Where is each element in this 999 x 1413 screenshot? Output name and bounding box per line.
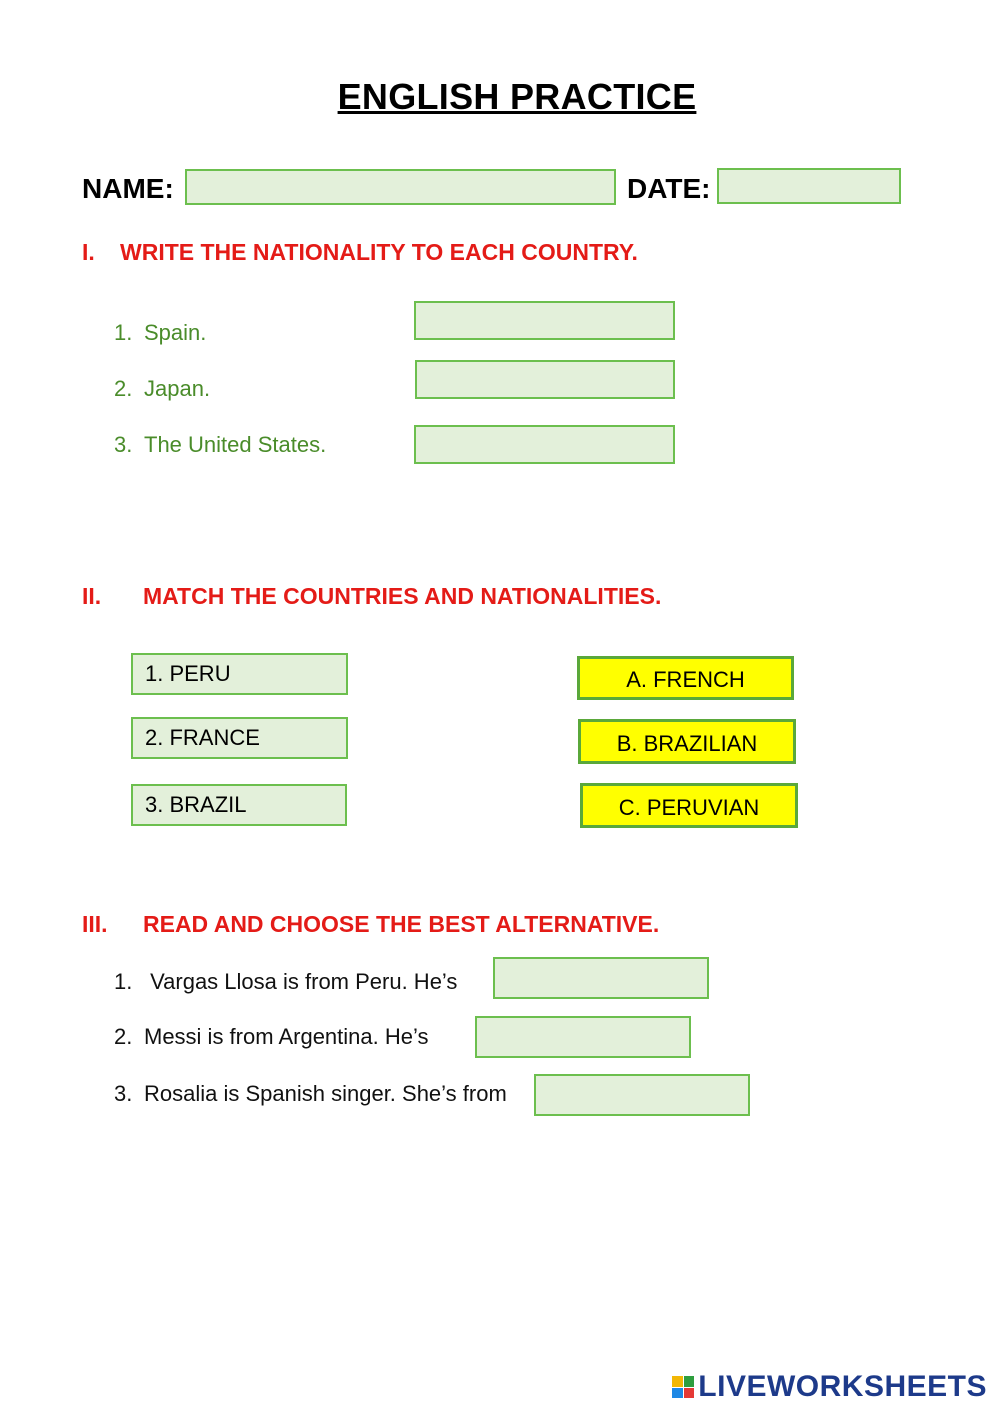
match-country-peru[interactable]: 1. PERU (131, 653, 348, 695)
name-field[interactable] (185, 169, 616, 205)
section-2-number: II. (82, 583, 102, 609)
logo-square-3 (672, 1388, 683, 1399)
match-nationality-french[interactable]: A. FRENCH (577, 656, 794, 700)
section-1-heading (82, 239, 638, 266)
list-item: 2. Messi is from Argentina. He’s (114, 1024, 429, 1049)
match-country-france[interactable]: 2. FRANCE (131, 717, 348, 759)
date-field[interactable] (717, 168, 901, 204)
section-1-number: I. (82, 239, 95, 265)
date-label: DATE: (627, 173, 711, 204)
section-3-number: III. (82, 911, 108, 937)
list-item: 3. The United States. (114, 432, 327, 457)
liveworksheets-logo (672, 1370, 987, 1404)
section-3-title: READ AND CHOOSE THE BEST ALTERNATIVE. (143, 911, 660, 937)
logo-square-1 (672, 1376, 683, 1387)
answer-field-spain[interactable] (414, 301, 675, 340)
section-2-heading (82, 583, 661, 610)
name-label: NAME: (82, 173, 174, 204)
logo-text: LIVEWORKSHEETS (698, 1370, 987, 1403)
section-2-title: MATCH THE COUNTRIES AND NATIONALITIES. (143, 583, 662, 609)
liveworksheets-logo-icon (672, 1376, 694, 1398)
answer-field-vargas-llosa[interactable] (493, 957, 709, 999)
section-3-heading (82, 911, 659, 938)
answer-field-japan[interactable] (415, 360, 675, 399)
page-title: ENGLISH PRACTICE (337, 76, 697, 117)
match-nationality-peruvian[interactable]: C. PERUVIAN (580, 783, 798, 828)
match-country-brazil[interactable]: 3. BRAZIL (131, 784, 347, 826)
logo-square-4 (684, 1388, 695, 1399)
section-1-title: WRITE THE NATIONALITY TO EACH COUNTRY. (120, 239, 638, 265)
list-item: 1. Vargas Llosa is from Peru. He’s (114, 969, 458, 994)
list-item: 2. Japan. (114, 376, 211, 401)
logo-square-2 (684, 1376, 695, 1387)
list-item: 1. Spain. (114, 320, 207, 345)
answer-field-rosalia[interactable] (534, 1074, 750, 1116)
list-item: 3. Rosalia is Spanish singer. She’s from (114, 1081, 507, 1106)
match-nationality-brazilian[interactable]: B. BRAZILIAN (578, 719, 796, 764)
answer-field-united-states[interactable] (414, 425, 675, 464)
answer-field-messi[interactable] (475, 1016, 691, 1058)
